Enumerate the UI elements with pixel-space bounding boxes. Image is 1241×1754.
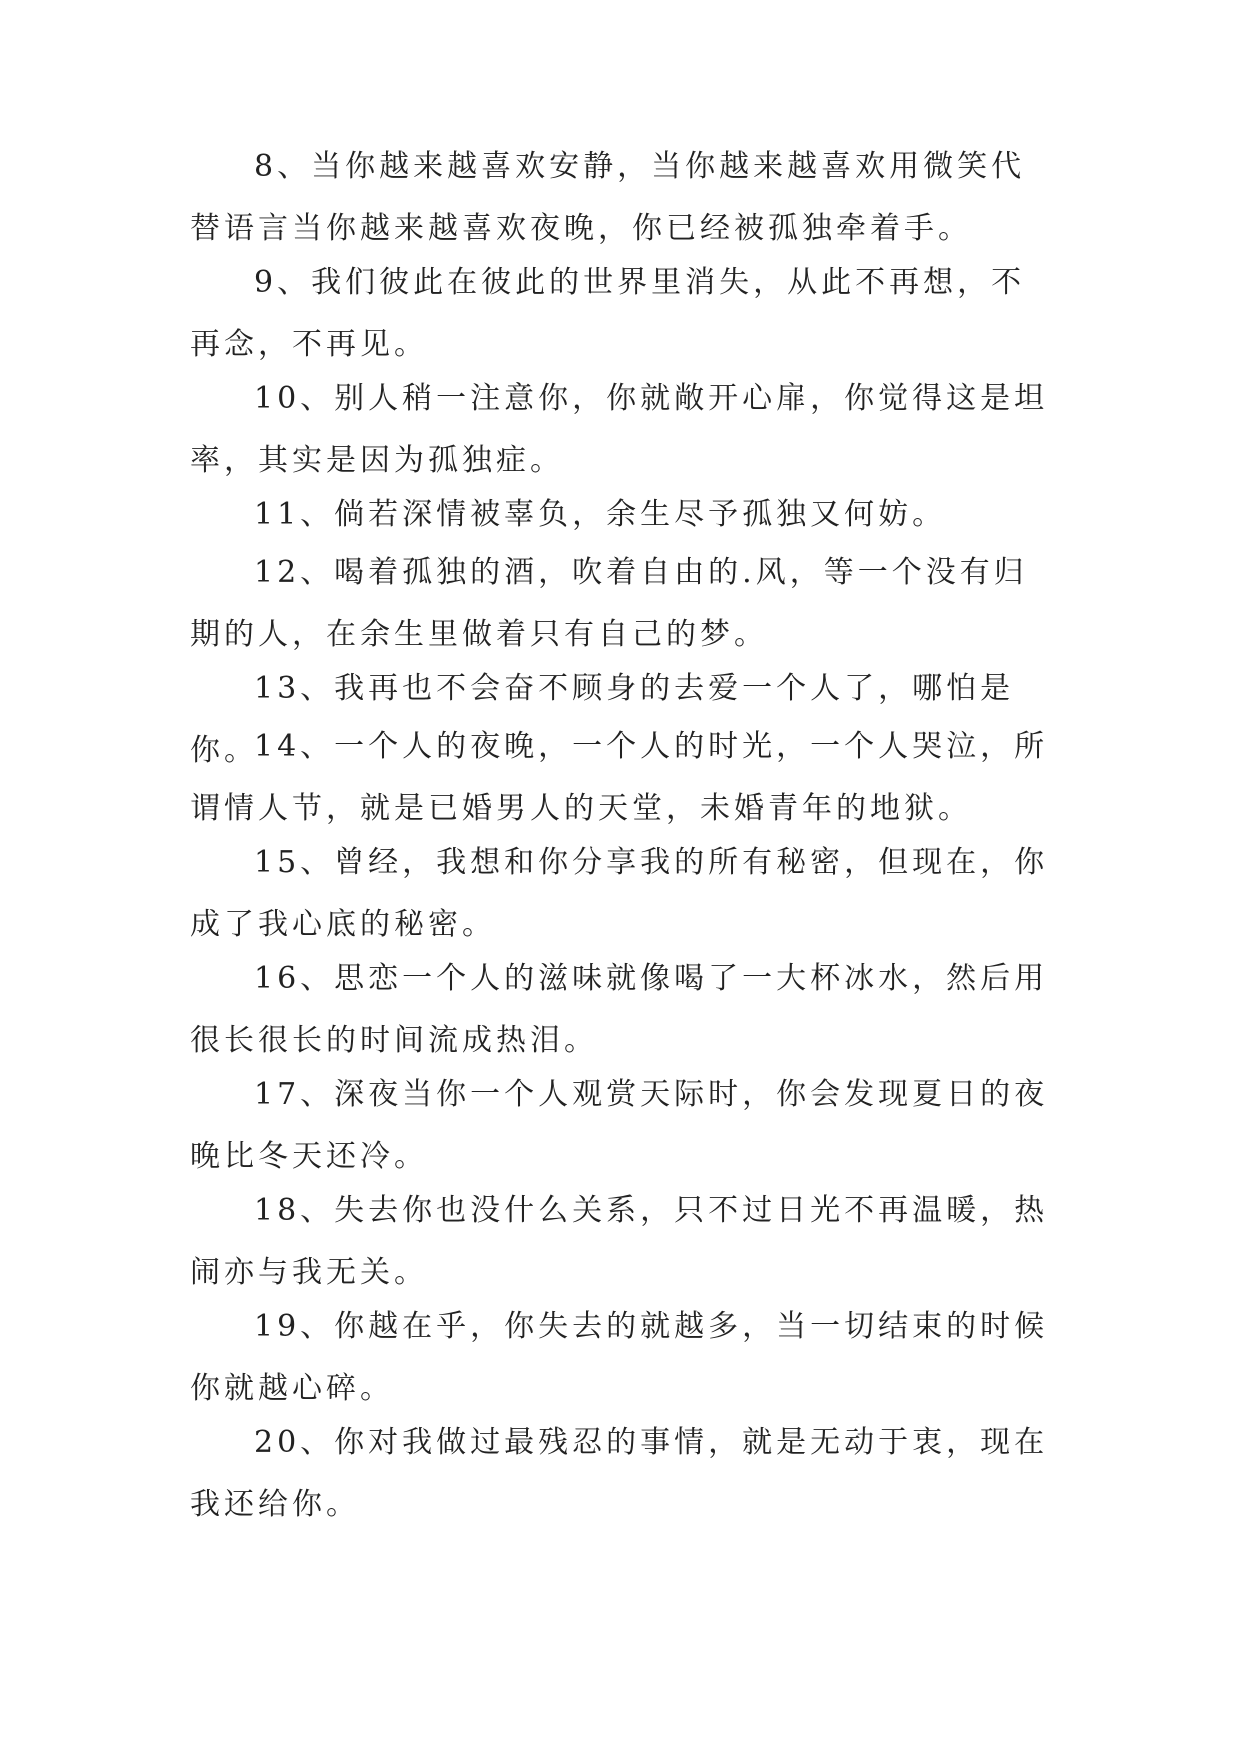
paragraph-19: 19、你越在乎，你失去的就越多，当一切结束的时候你就越心碎。: [190, 1309, 1049, 1406]
paragraph-16: 16、思恋一个人的滋味就像喝了一大杯冰水，然后用很长很长的时间流成热泪。: [190, 961, 1049, 1058]
paragraph-8: 8、当你越来越喜欢安静，当你越来越喜欢用微笑代替语言当你越来越喜欢夜晚，你已经被孤独牵着手。: [190, 149, 1026, 246]
paragraph-14: 14、一个人的夜晚，一个人的时光，一个人哭泣，所谓情人节，就是已婚男人的天堂，未婚青年的地狱。: [190, 729, 1049, 826]
paragraph-13: 13、我再也不会奋不顾身的去爱一个人了，哪怕是你。: [190, 671, 1015, 768]
paragraph-9: 9、我们彼此在彼此的世界里消失，从此不再想，不再念，不再见。: [190, 265, 1026, 362]
paragraph-20: 20、你对我做过最残忍的事情，就是无动于衷，现在我还给你。: [190, 1425, 1049, 1522]
paragraph-10: 10、别人稍一注意你，你就敞开心扉，你觉得这是坦率，其实是因为孤独症。: [190, 381, 1049, 478]
paragraph-17: 17、深夜当你一个人观赏天际时，你会发现夏日的夜晚比冬天还冷。: [190, 1077, 1049, 1174]
paragraph-15: 15、曾经，我想和你分享我的所有秘密，但现在，你成了我心底的秘密。: [190, 845, 1049, 942]
paragraph-12: 12、喝着孤独的酒，吹着自由的.风，等一个没有归期的人，在余生里做着只有自己的梦。: [190, 555, 1028, 652]
paragraph-11: 11、倘若深情被辜负，余生尽予孤独又何妨。: [254, 497, 947, 532]
paragraph-18: 18、失去你也没什么关系，只不过日光不再温暖，热闹亦与我无关。: [190, 1193, 1049, 1290]
